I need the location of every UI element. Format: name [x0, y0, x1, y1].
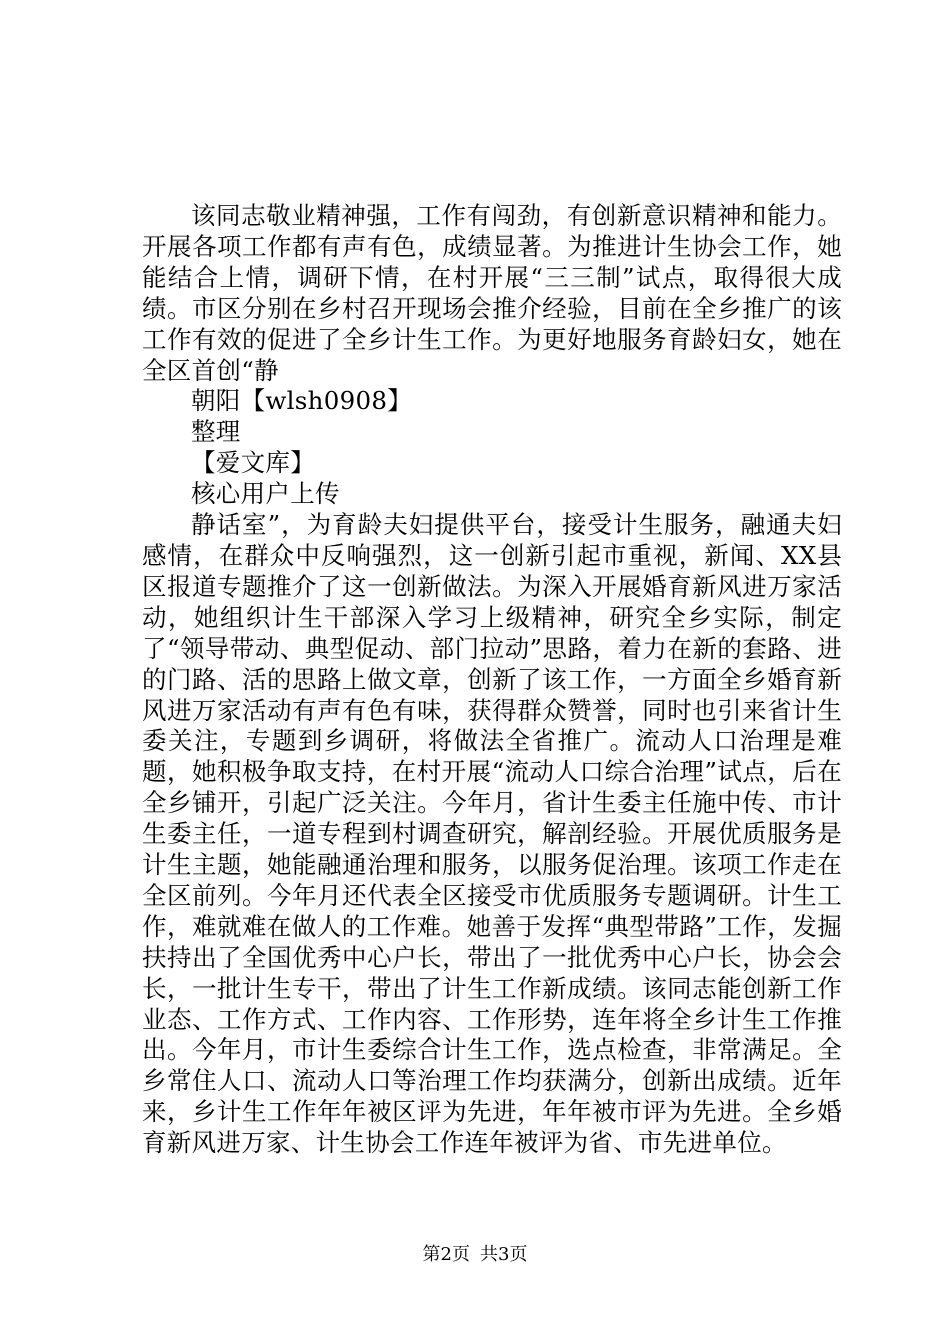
watermark-line-1: 朝阳【wlsh0908】 — [191, 386, 413, 416]
watermark-line-3: 【爱文库】 — [191, 448, 315, 478]
paragraph-2: 静话室”，为育龄夫妇提供平台，接受计生服务，融通夫妇感情，在群众中反响强烈，这一创新引起市重视，新闻、XX县区报道专题推介了这一创新做法。为深入开展婚育新风进万家活动，她组织计生干部深入学习上级精神，研究全乡实际，制定了“领导带动、典型促动、部门拉动”思路，着力在新的套路、进的门路、活的思路上做文章，创新了该工作，一方面全乡婚育新风进万家活动有声有色有味，获得群众赞誉，同时也引来省计生委关注，专题到乡调研，将做法全省推广。流动人口治理是难题，她积极争取支持，在村开展“流动人口综合治理”试点，后在全乡铺开，引起广泛关注。今年月，省计生委主任施中传、市计生委主任，一道专程到村调查研究，解剖经验。开展优质服务是计生主题，她能融通治理和服务，以服务促治理。该项工作走在全区前列。今年月还代表全区接受市优质服务专题调研。计生工作，难就难在做人的工作难。她善于发挥“典型带路”工作，发掘扶持出了全国优秀中心户长，带出了一批优秀中心户长，协会会长，一批计生专干，带出了计生工作新成绩。该同志能创新工作业态、工作方式、工作内容、工作形势，连年将全乡计生工作推出。今年月，市计生委综合计生工作，选点检查，非常满足。全乡常住人口、流动人口等治理工作均获满分，创新出成绩。近年来，乡计生工作年年被区评为先进，年年被市评为先进。全乡婚育新风进万家、计生协会工作连年被评为省、市先进单位。 — [142, 510, 842, 1158]
paragraph-1: 该同志敬业精神强，工作有闯劲，有创新意识精神和能力。开展各项工作都有声有色，成绩显著。为推进计生协会工作，她能结合上情，调研下情，在村开展“三三制”试点，取得很大成绩。市区分别在乡村召开现场会推介经验，目前在全乡推广的该工作有效的促进了全乡计生工作。为更好地服务育龄妇女，她在全区首创“静 — [142, 201, 842, 385]
page-footer — [0, 1244, 950, 1266]
page-total: 共3页 — [480, 1244, 528, 1265]
watermark-line-4: 核心用户上传 — [191, 479, 340, 509]
document-body — [142, 201, 842, 1159]
page-number: 第2页 — [422, 1244, 470, 1265]
watermark-line-2: 整理 — [191, 417, 241, 447]
